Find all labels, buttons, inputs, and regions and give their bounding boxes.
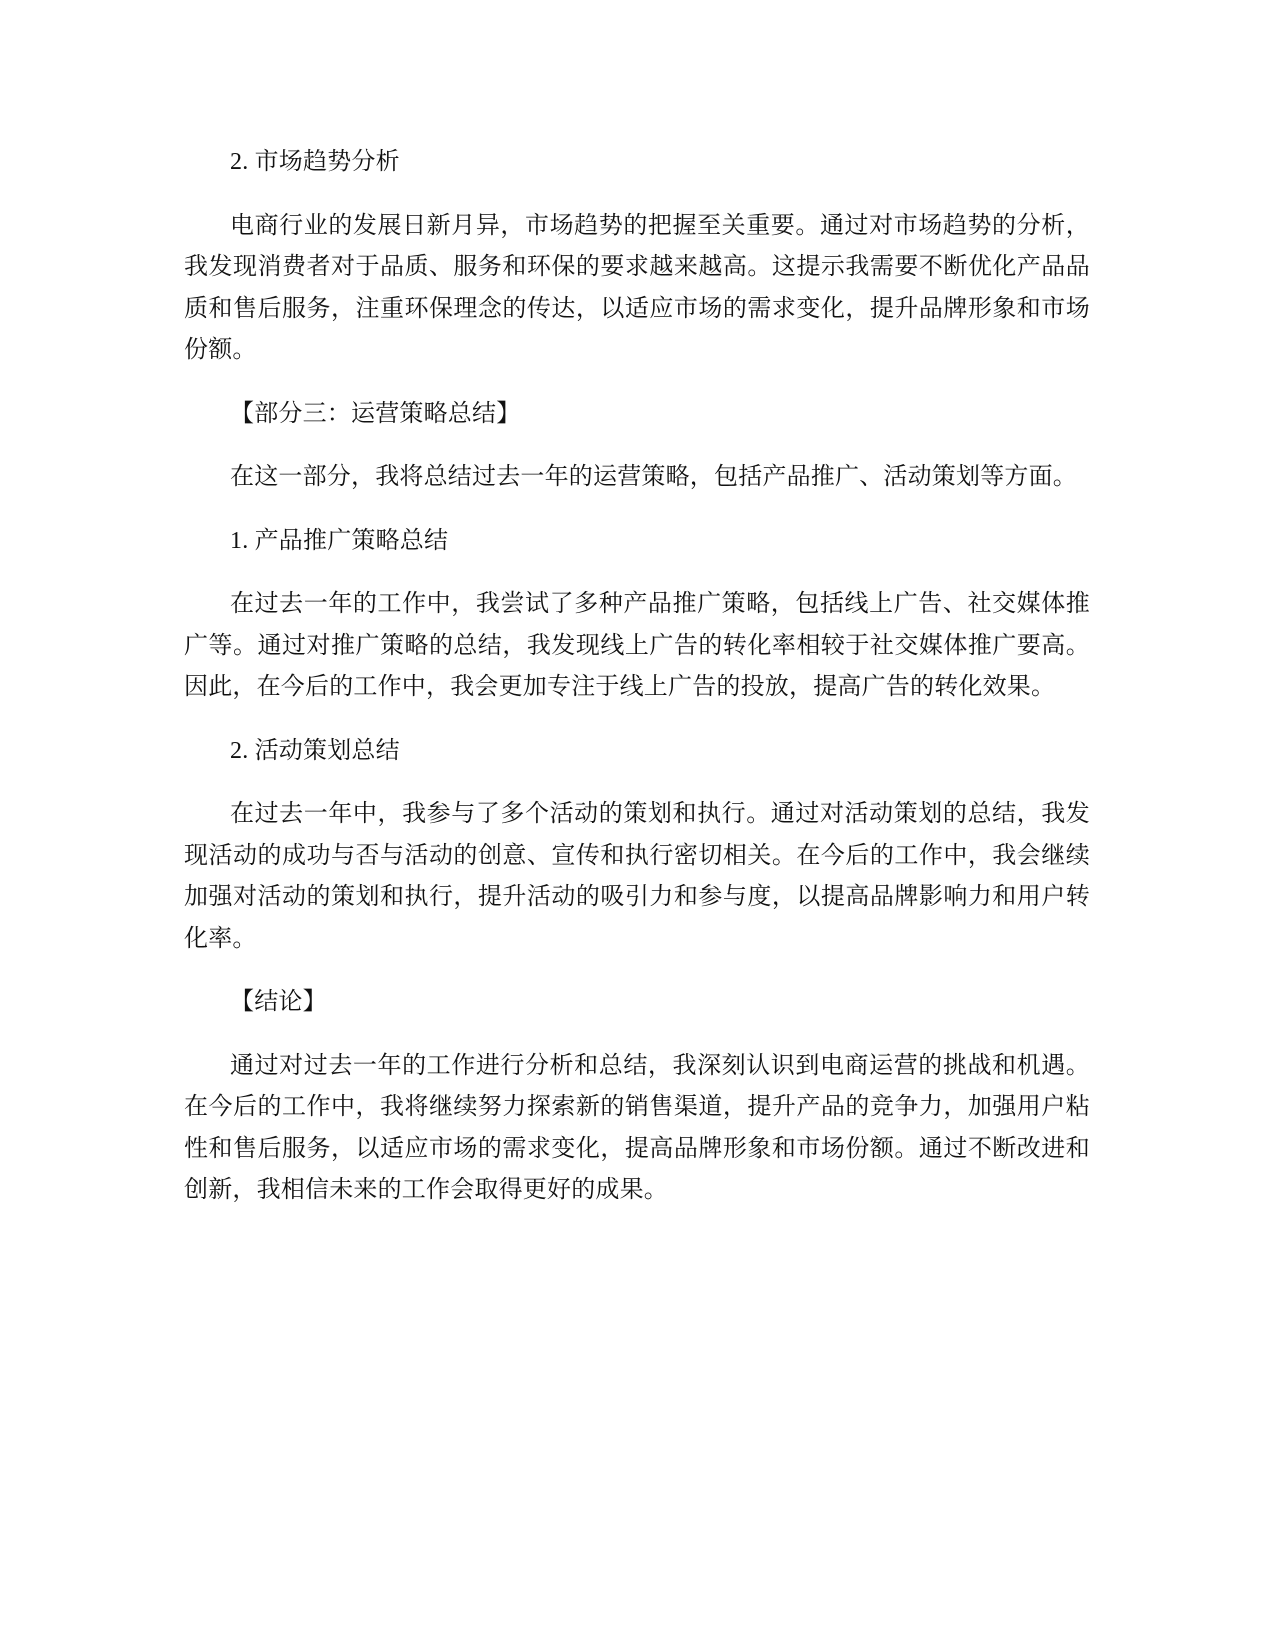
paragraph-product-promotion: 在过去一年的工作中，我尝试了多种产品推广策略，包括线上广告、社交媒体推广等。通过对推广策略的总结，我发现线上广告的转化率相较于社交媒体推广要高。因此，在今后的工作中，我会更加专注于线上广告的投放，提高广告的转化效果。 xyxy=(184,591,1090,700)
section-heading-part-three: 【部分三：运营策略总结】 xyxy=(230,400,521,427)
section-heading-conclusion: 【结论】 xyxy=(230,989,327,1015)
section-heading-market-trend: 2. 市场趋势分析 xyxy=(230,149,400,175)
section-heading-event-planning: 2. 活动策划总结 xyxy=(230,737,400,764)
section-heading-product-promotion: 1. 产品推广策略总结 xyxy=(230,527,449,554)
paragraph-part-three-intro: 在这一部分，我将总结过去一年的运营策略，包括产品推广、活动策划等方面。 xyxy=(230,464,1077,490)
document-body xyxy=(184,142,1090,1212)
paragraph-event-planning: 在过去一年中，我参与了多个活动的策划和执行。通过对活动策划的总结，我发现活动的成功与否与活动的创意、宣传和执行密切相关。在今后的工作中，我会继续加强对活动的策划和执行，提升活动的吸引力和参与度，以提高品牌影响力和用户转化率。 xyxy=(184,801,1090,952)
paragraph-market-trend: 电商行业的发展日新月异，市场趋势的把握至关重要。通过对市场趋势的分析，我发现消费者对于品质、服务和环保的要求越来越高。这提示我需要不断优化产品品质和售后服务，注重环保理念的传达，以适应市场的需求变化，提升品牌形象和市场份额。 xyxy=(184,212,1090,363)
paragraph-conclusion: 通过对过去一年的工作进行分析和总结，我深刻认识到电商运营的挑战和机遇。在今后的工作中，我将继续努力探索新的销售渠道，提升产品的竞争力，加强用户粘性和售后服务，以适应市场的需求变化，提高品牌形象和市场份额。通过不断改进和创新，我相信未来的工作会取得更好的成果。 xyxy=(184,1052,1090,1203)
